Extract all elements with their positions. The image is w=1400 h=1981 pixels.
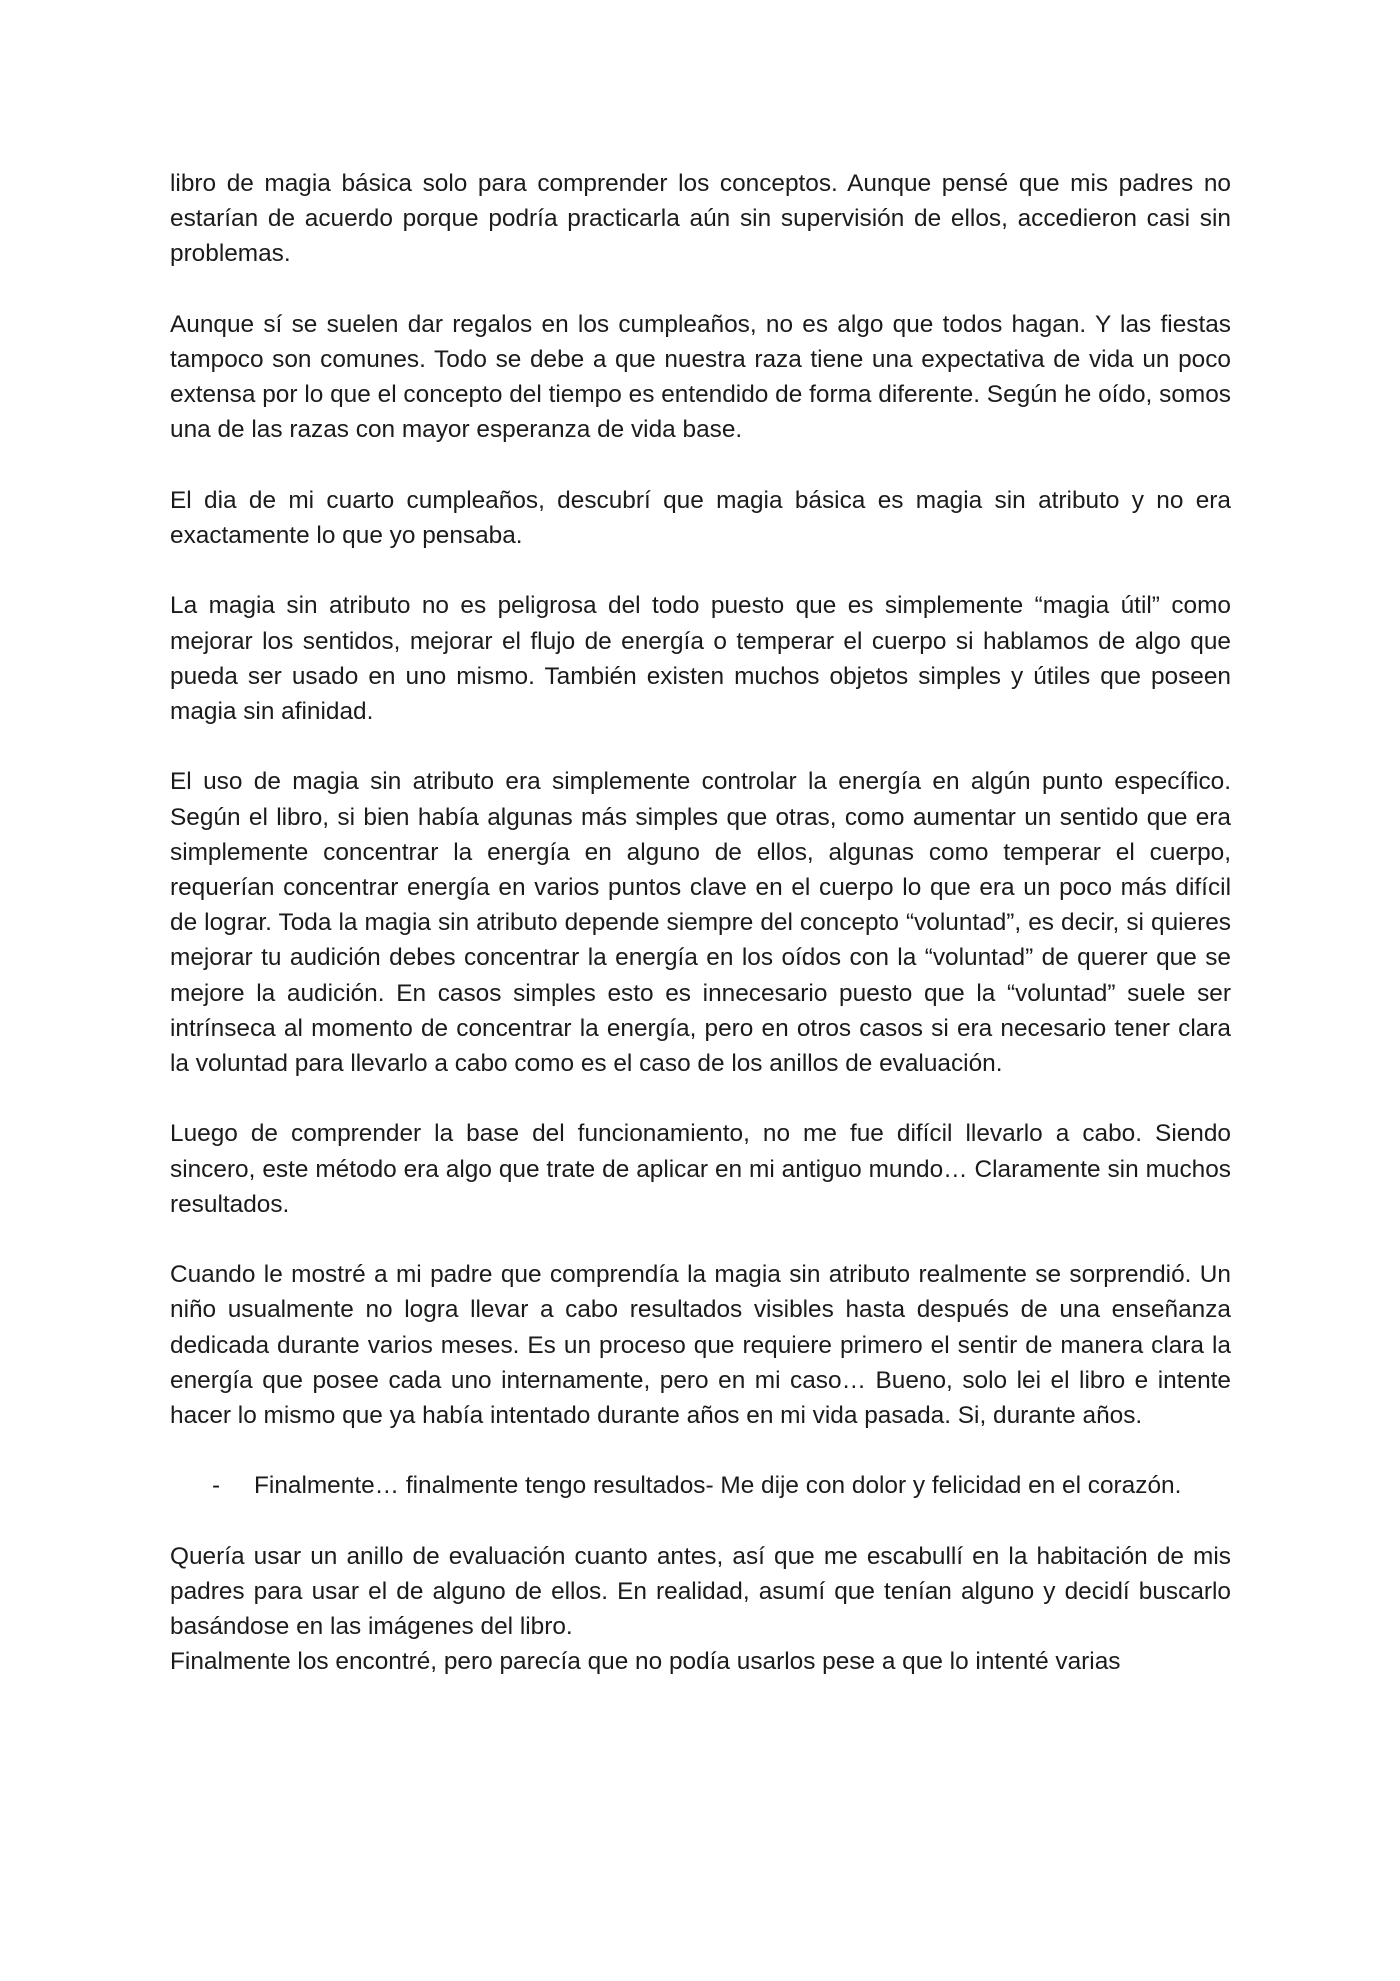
paragraph: Aunque sí se suelen dar regalos en los cumpleaños, no es algo que todos hagan. Y las fiestas tampoco son comunes. Todo se debe a que nuestra raza tiene una expectativa de vida un poco extensa por lo que el concepto del tiempo es entendido de forma diferente. Según he oído, somos una de las razas con mayor esperanza de vida base. — [170, 310, 1231, 444]
paragraph: El dia de mi cuarto cumpleaños, descubrí que magia básica es magia sin atributo y no era exactamente lo que yo pensaba. — [170, 486, 1231, 549]
paragraph: libro de magia básica solo para comprender los conceptos. Aunque pensé que mis padres no estarían de acuerdo porque podría practicarla aún sin supervisión de ellos, accedieron casi sin problemas. — [170, 170, 1231, 268]
paragraph: Cuando le mostré a mi padre que comprendía la magia sin atributo realmente se sorprendió. Un niño usualmente no logra llevar a cabo resultados visibles hasta después de una enseñanza dedicada durante varios meses. Es un proceso que requiere primero el sentir de manera clara la energía que posee cada uno internamente, pero en mi caso… Bueno, solo lei el libro e intente hacer lo mismo que ya había intentado durante años en mi vida pasada. Si, durante años. — [170, 1261, 1231, 1430]
document-body — [170, 166, 1231, 1680]
paragraph: El uso de magia sin atributo era simplemente controlar la energía en algún punto específico. Según el libro, si bien había algunas más simples que otras, como aumentar un sentido que era simplemente concentrar la energía en alguno de ellos, algunas como temperar el cuerpo, requerían concentrar energía en varios puntos clave en el cuerpo lo que era un poco más difícil de lograr. Toda la magia sin atributo depende siempre del concepto “voluntad”, es decir, si quieres mejorar tu audición debes concentrar la energía en los oídos con la “voluntad” de querer que se mejore la audición. En casos simples esto es innecesario puesto que la “voluntad” suele ser intrínseca al momento de concentrar la energía, pero en otros casos si era necesario tener clara la voluntad para llevarlo a cabo como es el caso de los anillos de evaluación. — [170, 768, 1231, 1078]
paragraph-continued: Finalmente los encontré, pero parecía que no podía usarlos pese a que lo intenté varias — [170, 1648, 1121, 1676]
paragraph: La magia sin atributo no es peligrosa del todo puesto que es simplemente “magia útil” como mejorar los sentidos, mejorar el flujo de energía o temperar el cuerpo si hablamos de algo que pueda ser usado en uno mismo. También existen muchos objetos simples y útiles que poseen magia sin afinidad. — [170, 592, 1231, 725]
paragraph: Luego de comprender la base del funcionamiento, no me fue difícil llevarlo a cabo. Siendo sincero, este método era algo que trate de aplicar en mi antiguo mundo… Claramente sin muchos resultados. — [170, 1120, 1231, 1218]
dialogue-dash: - — [212, 1472, 221, 1500]
dialogue-text: Finalmente… finalmente tengo resultados- Me dije con dolor y felicidad en el corazón. — [254, 1472, 1182, 1500]
paragraph: Quería usar un anillo de evaluación cuanto antes, así que me escabullí en la habitación de mis padres para usar el de alguno de ellos. En realidad, asumí que tenían alguno y decidí buscarlo basándose en las imágenes del libro. — [170, 1542, 1231, 1641]
dialogue-line — [170, 1468, 1231, 1503]
